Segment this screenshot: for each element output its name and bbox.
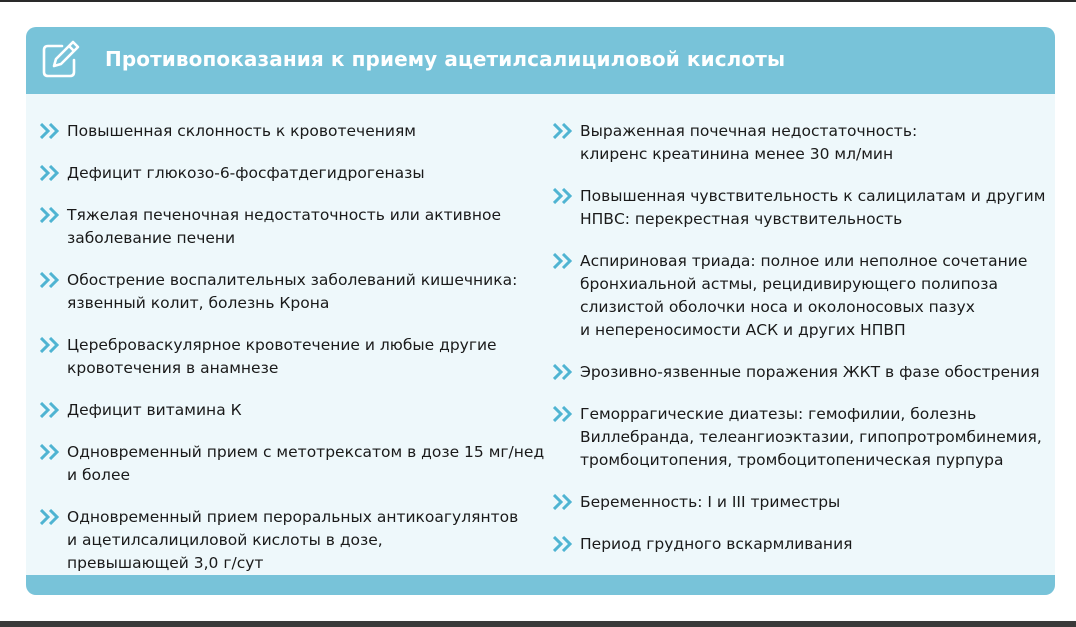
list-item-text: [580, 185, 1045, 231]
list-item-line: слизистой оболочки носа и околоносовых пазух: [580, 298, 975, 316]
double-chevron-icon: [40, 337, 62, 353]
double-chevron-icon: [553, 536, 575, 552]
list-item-line: и непереносимости АСК и других НПВП: [580, 321, 906, 339]
list-item-line: и более: [67, 466, 131, 484]
list-item-line: Одновременный прием пероральных антикоагулянтов: [67, 508, 519, 526]
contraindications-card: [26, 27, 1055, 595]
list-item-line: Дефицит глюкозо-6-фосфатдегидрогеназы: [67, 164, 425, 182]
list-item-line: кровотечения в анамнезе: [67, 359, 279, 377]
double-chevron-icon: [553, 253, 575, 269]
double-chevron-icon: [40, 207, 62, 223]
list-item-text: [580, 491, 840, 514]
list-item-text: [67, 120, 416, 143]
card-title: Противопоказания к приему ацетилсалициловой кислоты: [105, 47, 786, 71]
double-chevron-icon: [40, 509, 62, 525]
list-item-line: Повышенная чувствительность к салицилатам и другим: [580, 187, 1046, 205]
list-item-line: Дефицит витамина К: [67, 401, 242, 419]
list-item-text: [67, 506, 518, 575]
top-border: [0, 0, 1076, 2]
list-item-text: [580, 403, 1042, 472]
list-item-line: бронхиальной астмы, рецидивирующего полипоза: [580, 275, 998, 293]
list-item-line: Геморрагические диатезы: гемофилии, болезнь: [580, 405, 977, 423]
card-header: [26, 27, 1055, 94]
double-chevron-icon: [40, 402, 62, 418]
bottom-border: [0, 621, 1076, 627]
double-chevron-icon: [553, 123, 575, 139]
double-chevron-icon: [553, 406, 575, 422]
double-chevron-icon: [40, 123, 62, 139]
list-item-text: [580, 533, 852, 556]
list-item-line: Эрозивно-язвенные поражения ЖКТ в фазе обострения: [580, 363, 1040, 381]
list-item-text: [67, 399, 242, 422]
list-item-line: Беременность: I и III триместры: [580, 493, 841, 511]
list-item-line: клиренс креатинина менее 30 мл/мин: [580, 145, 894, 163]
list-item-line: Одновременный прием с метотрексатом в дозе 15 мг/нед: [67, 443, 545, 461]
list-item-line: Тяжелая печеночная недостаточность или активное: [67, 206, 502, 224]
card-footer: [26, 575, 1055, 595]
list-item-line: Выраженная почечная недостаточность:: [580, 122, 918, 140]
double-chevron-icon: [553, 364, 575, 380]
list-item-line: превышающей 3,0 г/сут: [67, 554, 264, 572]
list-item-line: Виллебранда, телеангиоэктазии, гипопротромбинемия,: [580, 428, 1042, 446]
double-chevron-icon: [40, 165, 62, 181]
list-item-text: [67, 269, 517, 315]
list-item-line: заболевание печени: [67, 229, 236, 247]
list-item-line: Повышенная склонность к кровотечениям: [67, 122, 416, 140]
list-item-text: [67, 162, 425, 185]
list-item-line: и ацетилсалициловой кислоты в дозе,: [67, 531, 383, 549]
list-item-line: Аспириновая триада: полное или неполное сочетание: [580, 252, 1028, 270]
list-item-text: [580, 250, 1027, 342]
list-item-line: НПВС: перекрестная чувствительность: [580, 210, 903, 228]
list-item-line: тромбоцитопения, тромбоцитопеническая пурпура: [580, 451, 1004, 469]
double-chevron-icon: [40, 272, 62, 288]
list-item-text: [580, 361, 1040, 384]
list-item-line: язвенный колит, болезнь Крона: [67, 294, 330, 312]
double-chevron-icon: [553, 188, 575, 204]
edit-note-icon: [38, 38, 82, 82]
list-item-text: [67, 441, 544, 487]
list-item-text: [67, 334, 497, 380]
double-chevron-icon: [40, 444, 62, 460]
list-item-line: Обострение воспалительных заболеваний кишечника:: [67, 271, 518, 289]
double-chevron-icon: [553, 494, 575, 510]
list-item-line: Цереброваскулярное кровотечение и любые другие: [67, 336, 497, 354]
list-item-text: [67, 204, 501, 250]
list-item-text: [580, 120, 917, 166]
list-item-line: Период грудного вскармливания: [580, 535, 853, 553]
